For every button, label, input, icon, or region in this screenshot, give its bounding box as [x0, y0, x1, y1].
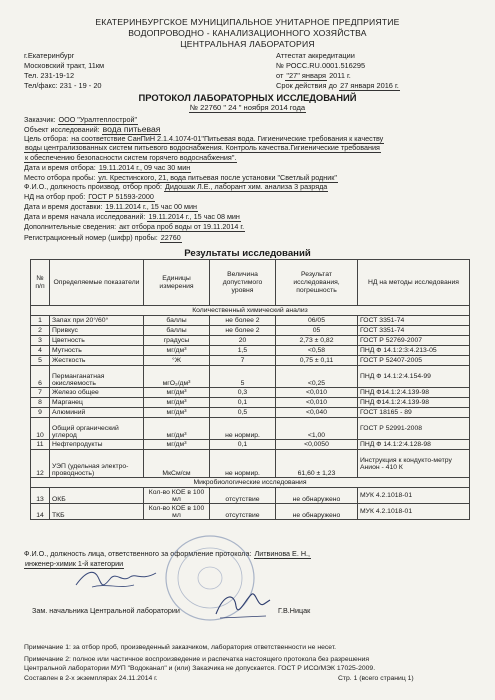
cell-indicator: Марганец	[50, 398, 144, 408]
cell-n: 7	[31, 388, 50, 398]
cell-indicator: УЭП (удельная электро-проводность)	[50, 450, 144, 478]
object-label: Объект исследований:	[24, 125, 100, 134]
table-row	[31, 336, 470, 346]
accreditation-number: № РОСС.RU.0001.516295	[276, 61, 366, 70]
page-counter: Стр. 1 (всего страниц 1)	[338, 675, 414, 682]
section-micro-row-label: Микробиологические исследования	[31, 478, 470, 488]
cell-indicator: ТКБ	[50, 504, 144, 520]
delivery-line	[24, 202, 198, 211]
cell-result: 61,60 ± 1,23	[276, 450, 358, 478]
cell-method: МУК 4.2.1018-01	[358, 488, 470, 504]
purpose-label: Цель отбора:	[24, 134, 69, 143]
results-body	[31, 306, 470, 520]
object-line	[24, 124, 161, 134]
accreditation-date-value: "27" января	[286, 71, 326, 80]
cell-n: 8	[31, 398, 50, 408]
protocol-number	[0, 103, 495, 112]
note-2-line-2: Центральной лаборатории МУП "Водоканал" и (или) Заказчика не допускается. ГОСТ Р ИСО/МЭК 17025-2009.	[24, 665, 376, 672]
col-header-result: Результат исследования, погрешность	[276, 260, 358, 306]
cell-result: <0,0050	[276, 440, 358, 450]
responsible-signature-icon	[72, 563, 162, 595]
cell-result: не обнаружено	[276, 488, 358, 504]
cell-norm: 20	[210, 336, 276, 346]
org-fax: Тел/факс: 231 - 19 - 20	[24, 81, 102, 90]
sampling-place-line	[24, 173, 338, 182]
purpose-line-1	[24, 134, 384, 143]
cell-unit: °Ж	[144, 356, 210, 366]
cell-unit: мг/дм³	[144, 418, 210, 440]
cell-unit: мгO₂/дм³	[144, 366, 210, 388]
cell-indicator: Запах при 20°/60°	[50, 316, 144, 326]
table-row	[31, 388, 470, 398]
cell-method: ГОСТ Р 52407-2005	[358, 356, 470, 366]
cell-norm: отсутствие	[210, 488, 276, 504]
cell-norm: отсутствие	[210, 504, 276, 520]
cell-method: ПНД Ф 14.1:2:3:4.213-05	[358, 346, 470, 356]
org-name-line-1: ЕКАТЕРИНБУРГСКОЕ МУНИЦИПАЛЬНОЕ УНИТАРНОЕ ПРЕДПРИЯТИЕ	[95, 17, 400, 27]
section-chem-row	[31, 306, 470, 316]
cell-unit: Кол-во КОЕ в 100 мл	[144, 504, 210, 520]
table-row	[31, 346, 470, 356]
cell-result: 06/05	[276, 316, 358, 326]
cell-indicator: Перманганатная окисляемость	[50, 366, 144, 388]
sampler-value: Дидошак Л.Е., лаборант хим. анализа 3 разряда	[165, 182, 328, 191]
cell-n: 3	[31, 336, 50, 346]
results-table	[30, 259, 470, 520]
cell-result: <0,010	[276, 398, 358, 408]
sampling-date-line	[24, 163, 191, 172]
cell-n: 5	[31, 356, 50, 366]
col-header-method: НД на методы исследования	[358, 260, 470, 306]
cell-norm: 0,3	[210, 388, 276, 398]
purpose-value-3: к обеспечению безопасности систем горячего водоснабжения".	[25, 153, 237, 162]
purpose-value-1: на соответствие СанПиН 2.1.4.1074-01"Питьевая вода. Гигиенические требования к качеству	[71, 134, 384, 143]
cell-n: 13	[31, 488, 50, 504]
customer-value: ООО "Уралтеплострой"	[58, 115, 138, 124]
accreditation-date-prefix: от	[276, 71, 284, 80]
cell-result: <0,010	[276, 388, 358, 398]
cell-n: 14	[31, 504, 50, 520]
cell-unit: градусы	[144, 336, 210, 346]
org-address: Московский тракт, 11км	[24, 61, 105, 70]
registration-label: Регистрационный номер (шифр) пробы:	[24, 233, 158, 242]
results-title: Результаты исследований	[184, 248, 311, 259]
cell-n: 1	[31, 316, 50, 326]
results-header-row	[31, 260, 470, 306]
cell-indicator: Жесткость	[50, 356, 144, 366]
cell-result: 2,73 ± 0,82	[276, 336, 358, 346]
head-signature-icon	[206, 588, 276, 622]
cell-n: 4	[31, 346, 50, 356]
cell-n: 6	[31, 366, 50, 388]
cell-result: <1,00	[276, 418, 358, 440]
cell-norm: не более 2	[210, 316, 276, 326]
cell-unit: мг/дм³	[144, 398, 210, 408]
protocol-number-value: № 22760 " 24 " ноября 2014 года	[189, 103, 306, 112]
accreditation-date	[276, 71, 351, 80]
cell-method: ГОСТ Р 52769-2007	[358, 336, 470, 346]
cell-indicator: ОКБ	[50, 488, 144, 504]
protocol-title: ПРОТОКОЛ ЛАБОРАТОРНЫХ ИССЛЕДОВАНИЙ	[138, 92, 357, 103]
cell-unit: баллы	[144, 326, 210, 336]
col-header-n: № п/п	[31, 260, 50, 306]
cell-result: 0,75 ± 0,11	[276, 356, 358, 366]
table-row	[31, 356, 470, 366]
purpose-line-2	[24, 143, 381, 152]
table-row	[31, 450, 470, 478]
cell-method: ПНД Ф 14.1:2:4.128-98	[358, 440, 470, 450]
accreditation-validity	[276, 81, 400, 90]
cell-unit: МкСм/см	[144, 450, 210, 478]
purpose-line-3	[24, 153, 237, 162]
cell-unit: мг/дм³	[144, 408, 210, 418]
accreditation-date-year: 2011 г.	[329, 71, 351, 80]
cell-indicator: Цветность	[50, 336, 144, 346]
cell-indicator: Нефтепродукты	[50, 440, 144, 450]
table-row	[31, 316, 470, 326]
sampling-place-label: Место отбора пробы:	[24, 173, 96, 182]
object-value: вода питьевая	[102, 124, 161, 134]
col-header-indicator: Определяемые показатели	[50, 260, 144, 306]
registration-value: 22760	[160, 233, 181, 242]
cell-method: ГОСТ Р 52991-2008	[358, 418, 470, 440]
cell-indicator: Общий органический углерод	[50, 418, 144, 440]
table-row	[31, 440, 470, 450]
cell-norm: 0,1	[210, 440, 276, 450]
org-city: г.Екатеринбург	[24, 51, 75, 60]
cell-norm: 5	[210, 366, 276, 388]
sampling-standard-value: ГОСТ Р 51593-2000	[88, 192, 154, 201]
section-chem-row-label: Количественный химический анализ	[31, 306, 470, 316]
accreditation-title: Аттестат аккредитации	[276, 51, 355, 60]
cell-norm: 1,5	[210, 346, 276, 356]
extra-info-value: акт отбора проб воды от 19.11.2014 г.	[119, 222, 245, 231]
registration-line	[24, 233, 182, 242]
purpose-value-2: воды централизованных систем питьевого водоснабжения. Контроль качества.Гигиенические требования	[25, 143, 380, 152]
cell-method: ГОСТ 18165 - 89	[358, 408, 470, 418]
cell-unit: баллы	[144, 316, 210, 326]
sampling-place-value: ул. Крестинского, 21, вода питьевая после установки "Светлый родник"	[98, 173, 337, 182]
org-name-line-2: ВОДОПРОВОДНО - КАНАЛИЗАЦИОННОГО ХОЗЯЙСТВА	[128, 28, 367, 38]
responsible-position: инженер-химик 1-й категории	[25, 559, 124, 568]
table-row	[31, 326, 470, 336]
table-row	[31, 408, 470, 418]
cell-method: ПНД Ф14.1:2:4.139-98	[358, 388, 470, 398]
cell-indicator: Алюминий	[50, 408, 144, 418]
compiled-note: Составлен в 2-х экземплярах 24.11.2014 г.	[24, 675, 158, 682]
section-micro-row	[31, 478, 470, 488]
cell-indicator: Железо общее	[50, 388, 144, 398]
head-name: Г.В.Ницак	[278, 606, 311, 615]
col-header-unit: Единицы измерения	[144, 260, 210, 306]
cell-indicator: Мутность	[50, 346, 144, 356]
cell-n: 9	[31, 408, 50, 418]
extra-info-line	[24, 222, 245, 231]
cell-method: Инструкция к кондукто-метру Анион - 410 К	[358, 450, 470, 478]
cell-indicator: Привкус	[50, 326, 144, 336]
cell-n: 12	[31, 450, 50, 478]
cell-n: 10	[31, 418, 50, 440]
cell-method: ГОСТ 3351-74	[358, 326, 470, 336]
delivery-label: Дата и время доставки:	[24, 202, 103, 211]
cell-result: <0,040	[276, 408, 358, 418]
start-label: Дата и время начала исследований:	[24, 212, 146, 221]
customer-line	[24, 115, 138, 124]
cell-unit: Кол-во КОЕ в 100 мл	[144, 488, 210, 504]
table-row	[31, 488, 470, 504]
sampling-standard-line	[24, 192, 155, 201]
cell-unit: мг/дм³	[144, 440, 210, 450]
sampling-standard-label: НД на отбор проб:	[24, 192, 86, 201]
cell-result: 05	[276, 326, 358, 336]
org-phone: Тел. 231-19-12	[24, 71, 75, 80]
cell-method: ПНД Ф 14.1:2:4.154-99	[358, 366, 470, 388]
cell-norm: не нормир.	[210, 418, 276, 440]
customer-label: Заказчик:	[24, 115, 56, 124]
note-2-line-1: Примечание 2: полное или частичное воспроизведение и распечатка настоящего протокола без разрешения	[24, 656, 370, 663]
table-row	[31, 504, 470, 520]
table-row	[31, 398, 470, 408]
table-row	[31, 418, 470, 440]
extra-info-label: Дополнительные сведения:	[24, 222, 117, 231]
cell-result: <0,25	[276, 366, 358, 388]
responsible-label: Ф.И.О., должность лица, ответственного за оформление протокола:	[24, 549, 252, 558]
start-value: 19.11.2014 г., 15 час 08 мин	[148, 212, 240, 221]
cell-result: не обнаружено	[276, 504, 358, 520]
delivery-value: 19.11.2014 г., 15 час 00 мин	[105, 202, 197, 211]
cell-method: ПНД Ф14.1:2:4.139-98	[358, 398, 470, 408]
sampler-line	[24, 182, 328, 191]
cell-norm: 0,1	[210, 398, 276, 408]
cell-unit: мг/дм³	[144, 346, 210, 356]
sampler-label: Ф.И.О., должность производ. отбор проб:	[24, 182, 163, 191]
org-name-line-3: ЦЕНТРАЛЬНАЯ ЛАБОРАТОРИЯ	[180, 39, 315, 49]
col-header-norm: Величина допустимого уровня	[210, 260, 276, 306]
cell-result: <0,58	[276, 346, 358, 356]
accreditation-validity-value: 27 января 2016 г.	[340, 81, 399, 90]
note-1: Примечание 1: за отбор проб, произведенный заказчиком, лаборатория ответственности не несет.	[24, 644, 337, 651]
head-title: Зам. начальника Центральной лаборатории	[32, 606, 180, 615]
sampling-date-value: 19.11.2014 г., 09 час 30 мин	[98, 163, 191, 172]
cell-norm: 7	[210, 356, 276, 366]
cell-method: МУК 4.2.1018-01	[358, 504, 470, 520]
start-line	[24, 212, 241, 221]
cell-n: 2	[31, 326, 50, 336]
cell-norm: не нормир.	[210, 450, 276, 478]
cell-norm: 0,5	[210, 408, 276, 418]
cell-unit: мг/дм³	[144, 388, 210, 398]
cell-norm: не более 2	[210, 326, 276, 336]
cell-n: 11	[31, 440, 50, 450]
responsible-name: Литвинова Е. Н.,	[254, 549, 311, 558]
accreditation-validity-prefix: Срок действия до	[276, 81, 338, 90]
table-row	[31, 366, 470, 388]
sampling-date-label: Дата и время отбора:	[24, 163, 96, 172]
cell-method: ГОСТ 3351-74	[358, 316, 470, 326]
